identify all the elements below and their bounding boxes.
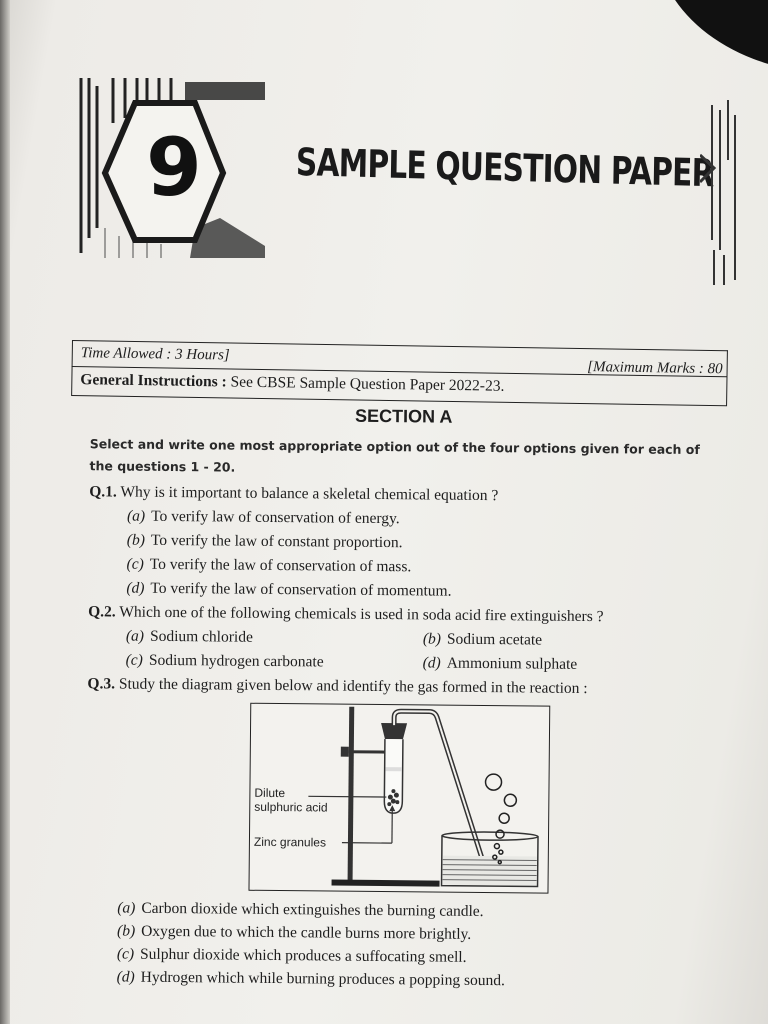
section-instruction xyxy=(89,433,739,483)
q2-option-b xyxy=(423,630,542,649)
question-number: Q.1. xyxy=(89,483,117,501)
option-text: Hydrogen which while burning produces a popping sound. xyxy=(140,968,505,990)
maximum-marks: [Maximum Marks : 80 xyxy=(587,359,723,378)
q3-option-a xyxy=(117,900,483,922)
q2-option-c xyxy=(126,652,324,672)
q3-option-d xyxy=(117,968,505,990)
option-label: (d) xyxy=(126,579,145,597)
option-label: (a) xyxy=(126,507,146,525)
option-text: Sodium hydrogen carbonate xyxy=(148,651,324,671)
delivery-tube xyxy=(393,711,489,880)
chapter-number: 9 xyxy=(146,121,202,214)
option-label: (d) xyxy=(116,968,135,986)
option-text: Sodium acetate xyxy=(446,630,543,649)
general-instructions-label: General Instructions : xyxy=(80,371,227,391)
option-text: Oxygen due to which the candle burns more brightly. xyxy=(141,922,472,943)
question-number: Q.2. xyxy=(88,603,116,621)
question-number: Q.3. xyxy=(87,675,116,693)
gas-bubbles xyxy=(485,774,517,864)
q3-option-b xyxy=(117,923,471,944)
option-text: Ammonium sulphate xyxy=(446,654,578,673)
stand-rod xyxy=(348,707,355,883)
option-label: (b) xyxy=(422,630,442,648)
q1-option-b xyxy=(127,532,403,553)
option-label: (a) xyxy=(117,899,136,917)
option-label: (c) xyxy=(126,555,144,573)
time-allowed: Time Allowed : 3 Hours] xyxy=(80,345,230,364)
section-instruction-line-2: the questions 1 - 20. xyxy=(89,458,236,475)
page-title: SAMPLE QUESTION PAPER xyxy=(295,140,715,196)
general-instructions-text: See CBSE Sample Question Paper 2022-23. xyxy=(230,373,505,395)
cork-stopper xyxy=(381,723,407,739)
option-label: (a) xyxy=(125,627,145,645)
question-1 xyxy=(89,483,498,505)
q3-option-c xyxy=(117,945,467,966)
q1-option-d xyxy=(126,580,451,601)
stand-base xyxy=(332,880,440,887)
hydrogen-gas-apparatus-diagram xyxy=(248,703,550,894)
option-text: To verify the law of conservation of mass. xyxy=(149,555,412,576)
option-text: Sulphur dioxide which produces a suffocating smell. xyxy=(139,945,467,966)
option-label: (b) xyxy=(126,531,145,549)
option-text: To verify the law of conservation of momentum. xyxy=(150,579,452,600)
option-text: To verify the law of constant proportion. xyxy=(150,531,403,552)
q1-option-a xyxy=(127,508,400,529)
label-line-2: sulphuric acid xyxy=(254,799,328,815)
question-text: Why is it important to balance a skeletal chemical equation ? xyxy=(120,483,499,505)
question-text: Study the diagram given below and identify the gas formed in the reaction : xyxy=(118,675,588,698)
question-text: Which one of the following chemicals is used in soda acid fire extinguishers ? xyxy=(119,603,604,626)
question-3 xyxy=(87,675,587,698)
q1-option-c xyxy=(127,556,412,577)
option-label: (c) xyxy=(125,651,143,669)
q2-option-d xyxy=(423,654,578,673)
label-dilute-sulphuric-acid xyxy=(254,786,328,815)
option-label: (c) xyxy=(116,945,135,963)
label-line-1: Dilute xyxy=(254,785,286,801)
section-title: SECTION A xyxy=(354,405,453,427)
label-zinc-granules: Zinc granules xyxy=(253,834,327,850)
option-text: To verify law of conservation of energy. xyxy=(151,507,400,528)
option-text: Carbon dioxide which extinguishes the burning candle. xyxy=(141,899,484,921)
option-text: Sodium chloride xyxy=(149,627,253,646)
option-label: (d) xyxy=(422,654,441,672)
question-2 xyxy=(88,603,604,626)
option-label: (b) xyxy=(117,922,136,940)
section-instruction-line-1: Select and write one most appropriate option out of the four options given for each of xyxy=(89,436,700,458)
q2-option-a xyxy=(126,628,253,647)
